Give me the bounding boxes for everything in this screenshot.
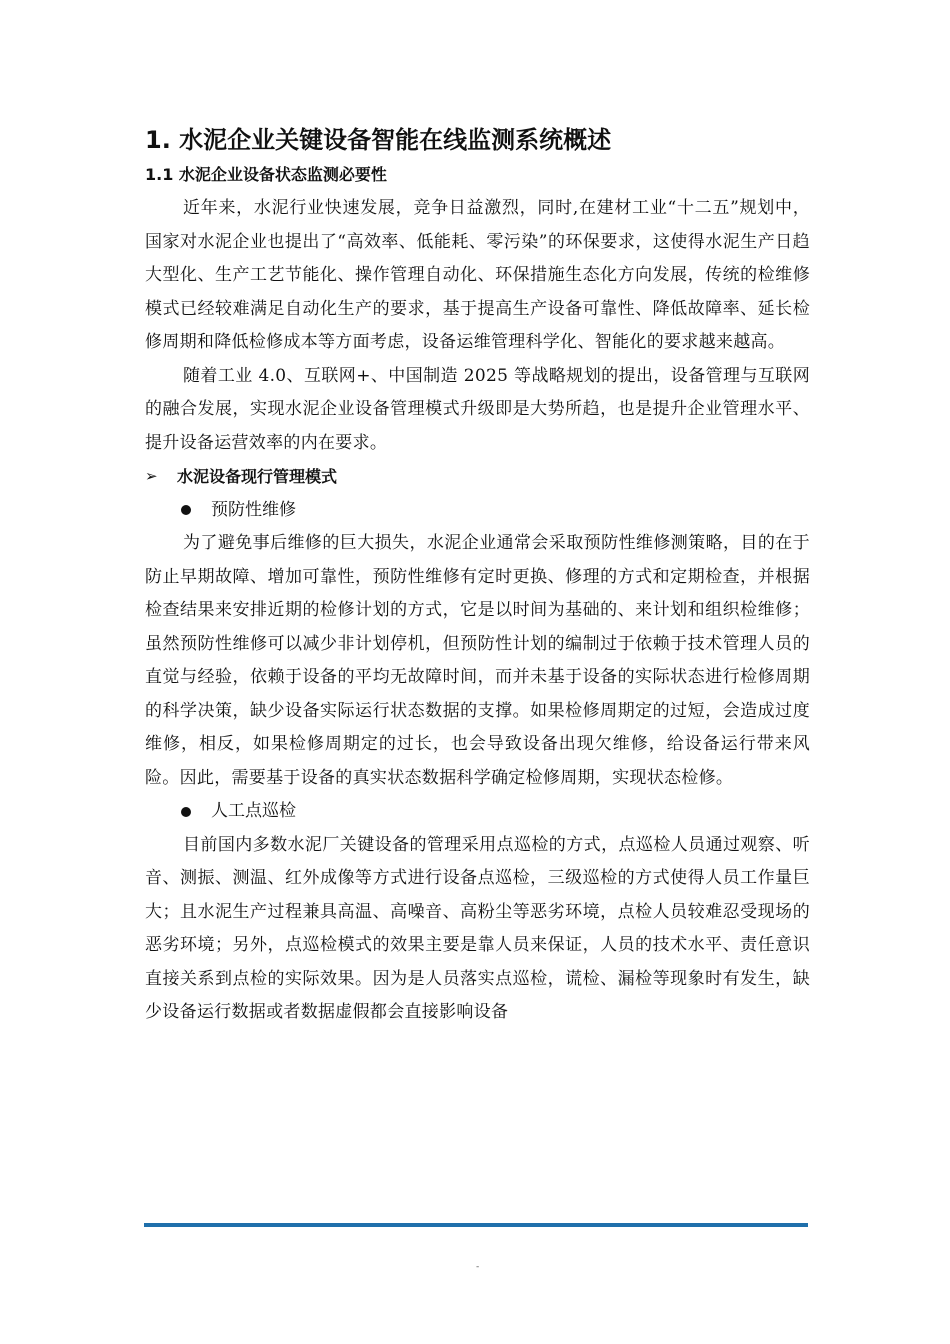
paragraph-industry-4: 随着工业 4.0、互联网+、中国制造 2025 等战略规划的提出，设备管理与互联网的融合发展，实现水泥企业设备管理模式升级即是大势所趋，也是提升企业管理水平、提升设备运营效率的内在要求。 [145, 365, 810, 453]
bullet-preventive-maintenance [145, 494, 810, 528]
section-heading-1-1: 1.1 水泥企业设备状态监测必要性 [145, 165, 387, 184]
page-number-mark: - [476, 1262, 480, 1272]
bullet-dot-icon [181, 807, 191, 817]
bullet-label: 预防性维修 [211, 499, 296, 520]
paragraph-preventive-maintenance: 为了避免事后维修的巨大损失，水泥企业通常会采取预防性维修测策略，目的在于防止早期故障、增加可靠性，预防性维修有定时更换、修理的方式和定期检查，并根据检查结果来安排近期的检修计划的方式，它是以时间为基础的、来计划和组织检维修；虽然预防性维修可以减少非计划停机，但预防性计划的编制过于依赖于技术管理人员的直觉与经验，依赖于设备的平均无故障时间，而并未基于设备的实际状态进行检修周期的科学决策，缺少设备实际运行状态数据的支撑。如果检修周期定的过短，会造成过度维修，相反，如果检修周期定的过长，也会导致设备出现欠维修，给设备运行带来风险。因此，需要基于设备的真实状态数据科学确定检修周期，实现状态检修。 [145, 533, 810, 788]
current-management-label: 水泥设备现行管理模式 [177, 467, 338, 486]
arrow-bullet-icon: ➢ [145, 467, 158, 485]
paragraph-background: 近年来，水泥行业快速发展，竞争日益激烈，同时,在建材工业“十二五”规划中，国家对水泥企业也提出了“高效率、低能耗、零污染”的环保要求，这使得水泥生产日趋大型化、生产工艺节能化、操作管理自动化、环保措施生态化方向发展，传统的检维修模式已经较难满足自动化生产的要求，基于提高生产设备可靠性、降低故障率、延长检修周期和降低检修成本等方面考虑，设备运维管理科学化、智能化的要求越来越高。 [145, 198, 810, 352]
footer-divider [144, 1223, 808, 1227]
document-body [145, 122, 810, 1030]
bullet-label: 人工点巡检 [211, 801, 296, 821]
section-heading-1: 1. 水泥企业关键设备智能在线监测系统概述 [145, 126, 612, 154]
paragraph-manual-inspection: 目前国内多数水泥厂关键设备的管理采用点巡检的方式，点巡检人员通过观察、听音、测振、测温、红外成像等方式进行设备点巡检，三级巡检的方式使得人员工作量巨大；且水泥生产过程兼具高温、高噪音、高粉尘等恶劣环境，点检人员较难忍受现场的恶劣环境；另外，点巡检模式的效果主要是靠人员来保证，人员的技术水平、责任意识直接关系到点检的实际效果。因为是人员落实点巡检，谎检、漏检等现象时有发生，缺少设备运行数据或者数据虚假都会直接影响设备 [145, 834, 810, 1022]
current-management-heading [145, 460, 810, 494]
bullet-dot-icon [181, 505, 191, 515]
bullet-manual-inspection [145, 795, 810, 829]
